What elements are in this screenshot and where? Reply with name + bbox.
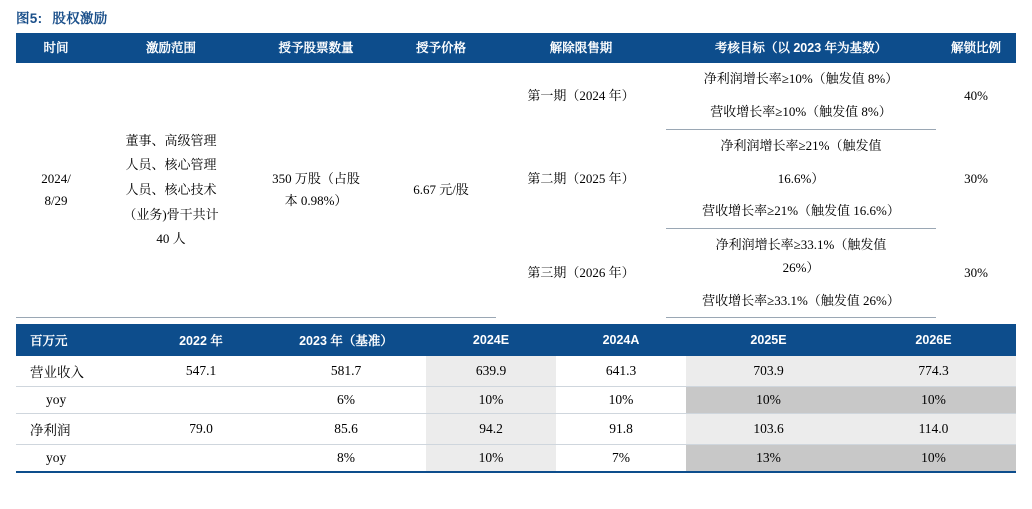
- cell-target-2-3: 营收增长率≥21%（触发值 16.6%）: [666, 195, 936, 228]
- cell-quantity: [246, 63, 386, 318]
- cell-profit-2026e: 114.0: [851, 414, 1016, 445]
- col-header-unlock-period: 解除限售期: [496, 33, 666, 63]
- cell-profit-yoy-2025e: 13%: [686, 445, 851, 473]
- row-label-revenue: 营业收入: [16, 356, 136, 387]
- financials-table: [16, 324, 1016, 473]
- cell-profit-yoy-2023: 8%: [266, 445, 426, 473]
- cell-revenue-yoy-2024a: 10%: [556, 387, 686, 414]
- cell-date-line1: 2024/: [41, 170, 71, 186]
- target-3-line2: 26%）: [782, 259, 820, 275]
- cell-revenue-2024e: 639.9: [426, 356, 556, 387]
- scope-line-5: 40 人: [156, 231, 186, 247]
- cell-profit-2025e: 103.6: [686, 414, 851, 445]
- cell-profit-2023: 85.6: [266, 414, 426, 445]
- figure-title: 股权激励: [52, 11, 108, 26]
- target-3-line1: 净利润增长率≥33.1%（触发值: [715, 237, 887, 252]
- quantity-line-1: 350 万股（占股: [272, 170, 360, 186]
- figure-number: 图5:: [16, 11, 43, 26]
- col-header-unit: 百万元: [16, 324, 136, 356]
- table-row: [16, 356, 1016, 387]
- cell-price: 6.67 元/股: [386, 63, 496, 318]
- col-header-2025e: 2025E: [686, 324, 851, 356]
- cell-date: [16, 63, 96, 318]
- scope-line-1: 董事、高级管理: [125, 132, 217, 148]
- cell-revenue-yoy-2023: 6%: [266, 387, 426, 414]
- cell-period-3: 第三期（2026 年）: [527, 264, 635, 280]
- cell-revenue-yoy-2025e: 10%: [686, 387, 851, 414]
- col-header-2024e: 2024E: [426, 324, 556, 356]
- cell-ratio-3: 30%: [964, 264, 988, 280]
- cell-revenue-2026e: 774.3: [851, 356, 1016, 387]
- row-label-profit-yoy: yoy: [16, 445, 136, 473]
- scope-line-2: 人员、核心管理: [125, 157, 217, 173]
- cell-profit-yoy-2022: [136, 445, 266, 473]
- cell-ratio-2: 30%: [964, 170, 988, 186]
- cell-ratio-1: 40%: [964, 87, 988, 103]
- table-row: [16, 387, 1016, 414]
- cell-target-2-2: 16.6%）: [777, 170, 825, 186]
- col-header-2022: 2022 年: [136, 324, 266, 356]
- cell-profit-2024e: 94.2: [426, 414, 556, 445]
- col-header-price: 授予价格: [386, 33, 496, 63]
- cell-revenue-yoy-2022: [136, 387, 266, 414]
- cell-revenue-yoy-2026e: 10%: [851, 387, 1016, 414]
- cell-profit-yoy-2024a: 7%: [556, 445, 686, 473]
- cell-revenue-2024a: 641.3: [556, 356, 686, 387]
- row-label-net-profit: 净利润: [16, 414, 136, 445]
- equity-incentive-table: [16, 33, 1016, 318]
- col-header-time: 时间: [16, 33, 96, 63]
- cell-date-line2: 8/29: [44, 193, 68, 209]
- cell-profit-yoy-2026e: 10%: [851, 445, 1016, 473]
- cell-revenue-yoy-2024e: 10%: [426, 387, 556, 414]
- table-row: [16, 63, 1016, 96]
- scope-line-4: （业务)骨干共计: [123, 206, 219, 222]
- col-header-unlock-ratio: 解锁比例: [936, 33, 1016, 63]
- col-header-2026e: 2026E: [851, 324, 1016, 356]
- cell-revenue-2023: 581.7: [266, 356, 426, 387]
- table-row: [16, 414, 1016, 445]
- cell-revenue-2022: 547.1: [136, 356, 266, 387]
- col-header-2024a: 2024A: [556, 324, 686, 356]
- cell-target-1-2: 营收增长率≥10%（触发值 8%）: [666, 96, 936, 129]
- cell-scope: [96, 63, 246, 318]
- quantity-line-2: 本 0.98%）: [284, 193, 348, 209]
- col-header-scope: 激励范围: [96, 33, 246, 63]
- col-header-targets: 考核目标（以 2023 年为基数）: [666, 33, 936, 63]
- cell-target-3-3: 营收增长率≥33.1%（触发值 26%）: [666, 285, 936, 318]
- cell-revenue-2025e: 703.9: [686, 356, 851, 387]
- cell-profit-yoy-2024e: 10%: [426, 445, 556, 473]
- table-row: [16, 445, 1016, 473]
- col-header-2023-base: 2023 年（基准）: [266, 324, 426, 356]
- cell-period-1: 第一期（2024 年）: [527, 87, 635, 103]
- cell-profit-2024a: 91.8: [556, 414, 686, 445]
- table-header-row: [16, 33, 1016, 63]
- cell-target-2-1: 净利润增长率≥21%（触发值: [720, 137, 882, 153]
- cell-profit-2022: 79.0: [136, 414, 266, 445]
- cell-target-1-1: 净利润增长率≥10%（触发值 8%）: [703, 71, 899, 87]
- col-header-quantity: 授予股票数量: [246, 33, 386, 63]
- table-header-row: [16, 324, 1016, 356]
- cell-target-3-1: [666, 229, 936, 285]
- figure-caption: [16, 0, 1016, 33]
- row-label-revenue-yoy: yoy: [16, 387, 136, 414]
- scope-line-3: 人员、核心技术: [125, 181, 217, 197]
- cell-period-2: 第二期（2025 年）: [527, 170, 635, 186]
